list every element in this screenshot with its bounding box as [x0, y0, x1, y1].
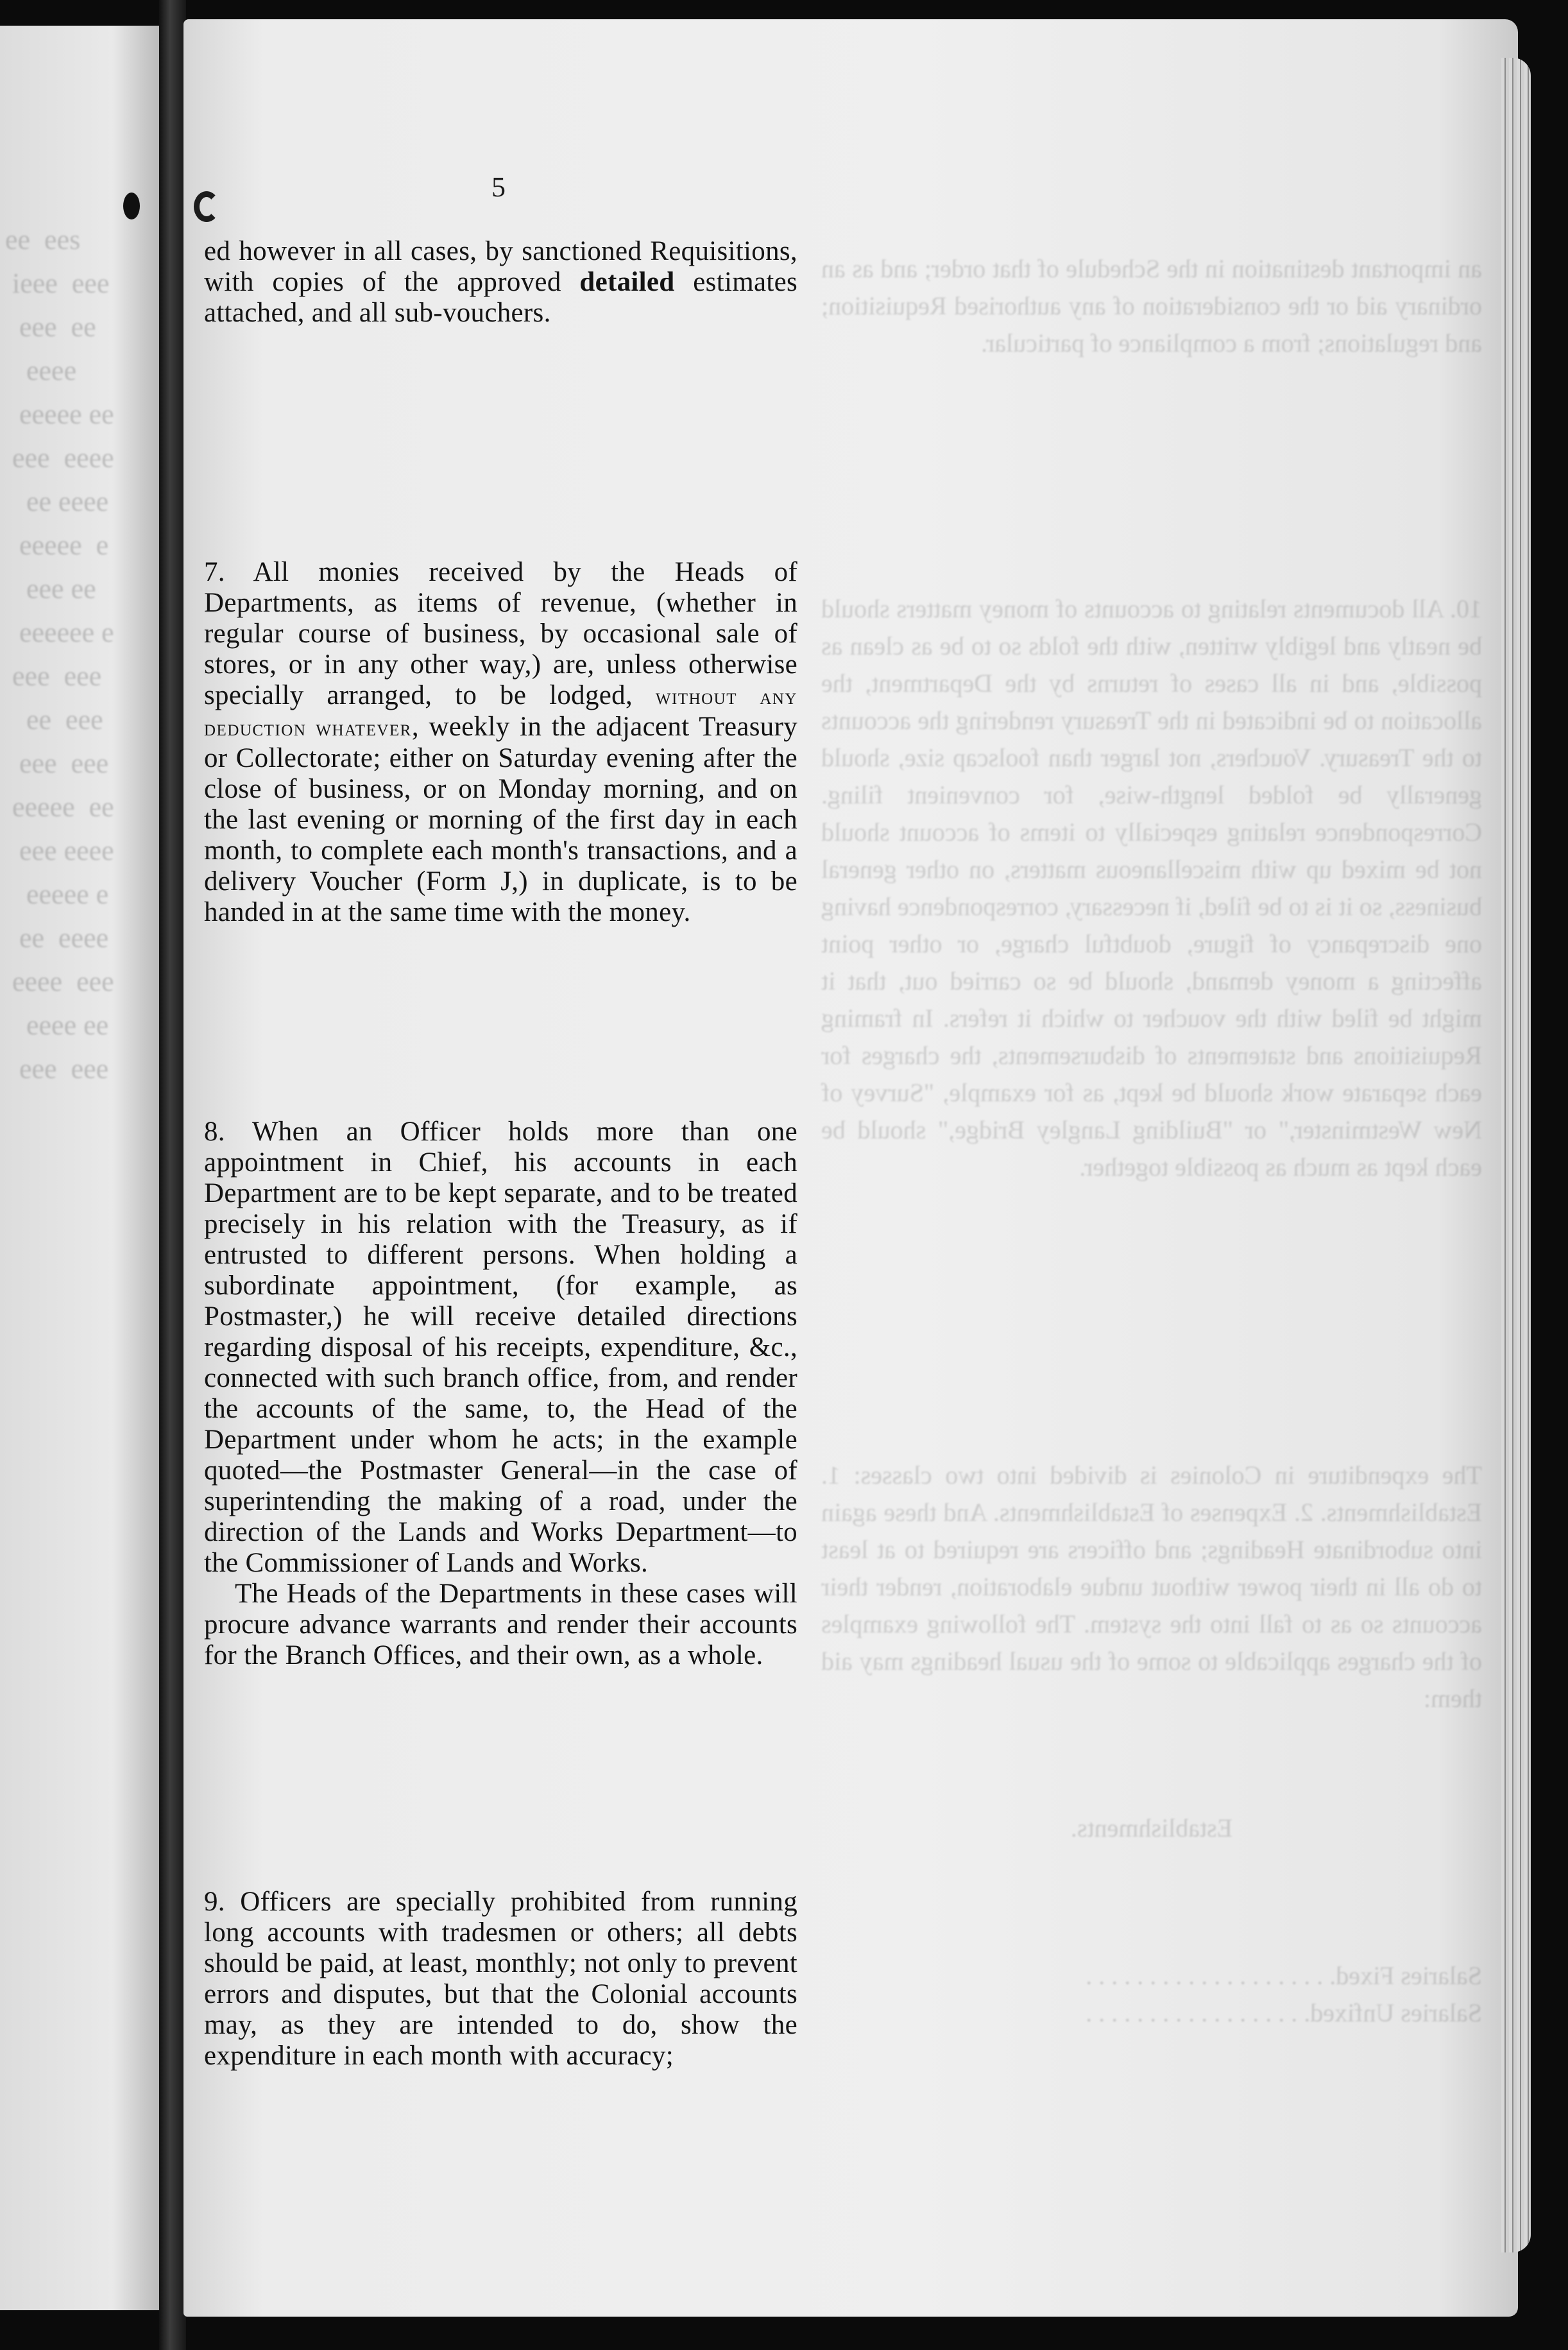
page-stack-edge [1501, 58, 1531, 2252]
binding-hole [123, 193, 140, 219]
paragraph-continuation [204, 236, 797, 329]
para7-lead: 7. All monies received by the Heads of Departments, as items of revenue, (whether in regular course of business, by occasional sale of stores, or in any other way,) are, unless otherwise specially arranged, to be lodged, [204, 557, 797, 710]
para8-main: 8. When an Officer holds more than one appointment in Chief, his accounts in each Department are to be kept separate, and to be treated precisely in his relation with the Treasury, as if entrusted to different persons. When holding a subordinate appointment, (for example, as Postmaster,) he will receive detailed directions regarding disposal of his receipts, expenditure, &c., connected with such branch office, from, and render the accounts of the same, to, the Head of the Department under whom he acts; in the example quoted—the Postmaster General—in the case of superintending the making of a road, under the direction of the Lands and Works Department—to the Commissioner of Lands and Works. [204, 1117, 797, 1578]
continuation-text-start: ed however in all cases, by sanctioned Requisitions, with copies of the approved [204, 236, 797, 297]
para8-second: The Heads of the Departments in these cases will procure advance warrants and render their accounts for the Branch Offices, and their own, as a whole. [204, 1579, 797, 1670]
para7-smallcaps: without any deduction whatever [204, 683, 797, 741]
continuation-bold-word: detailed [579, 267, 675, 297]
page-number: 5 [491, 171, 506, 203]
para7-tail: , weekly in the adjacent Treasury or Collectorate; either on Saturday evening after the close of business, or on Monday morning, and on the last evening or morning of the first day in each month, to complete each month's transactions, and a delivery Voucher (Form J,) in duplicate, is to be handed in at the same time with the money. [204, 712, 797, 927]
paragraph-8 [204, 1117, 797, 1671]
previous-page-edge [0, 26, 160, 2310]
paragraph-7 [204, 557, 797, 928]
para9-text: 9. Officers are specially prohibited from running long accounts with tradesmen or others; all debts should be paid, at least, monthly; not only to prevent errors and disputes, but that the Colonial accounts may, as they are intended to do, show the expenditure in each month with accuracy; [204, 1887, 797, 2071]
binding-hole [194, 191, 219, 222]
continuation-text-end: estimates attached, and all sub-vouchers. [204, 267, 797, 328]
paragraph-9 [204, 1887, 797, 2071]
reverse-bleed-3: The expenditure in Colonies is divided into two classes: 1. Establishments. 2. Expenses of Establishments. And these again into subordinate Headings; and officers are required to at least to do all in their power without undue elaboration, render their accounts so as to fall into the system. The following examples of the charges applicable to some of the usual headings may aid them: [821, 1461, 1482, 1713]
reverse-bleed-5: Salaries Fixed. . . . . . . . . . . . . . . . . . . . Salaries Unfixed. . . . . . . . . . . . . . . . . . [1086, 1961, 1482, 2027]
reverse-bleed-1: an important destination in the Schedule of that order; and as an ordinary aid or the consideration of any authorised Requisition; and regulations; from a compliance of particular. [821, 254, 1482, 357]
reverse-bleed-2: 10. All documents relating to accounts of money matters should be neatly and legibly written, with the folds so to be as clean as possible, and in all cases of returns by the Department, the allocation to be indicated in the Treasury rendering the accounts to the Treasury. Vouchers, not larger than foolscap size, should generally be folded length-wise, for convenient filing. Correspondence relating especially to items of account should not be mixed up with miscellaneous matters, on other general business, so it is to be filed, if necessary, correspondence having one discrepancy of figure, doubtful charge, or other point affecting a money demand, should be so carried out, that it might be filed with the voucher to which it refers. In framing Requisitions and statements of disbursements, the charges for each separate work should be kept, as for example, "Survey of New Westminster," or "Building Langley Bridge," should be each kept as much as possible together. [821, 594, 1482, 1181]
book-gutter [159, 0, 186, 2350]
previous-page-bleed: ee ees ieee eee eee ee eeee eeeee ee eee eeee ee eeee eeeee e eee ee eeeeee e eee eee ee eee eee eee eeeee ee eee eeee eeeee e ee eeee eeee eee eeee ee eee eee [5, 224, 114, 1085]
reverse-bleed-4: Establishments. [1070, 1814, 1233, 1842]
